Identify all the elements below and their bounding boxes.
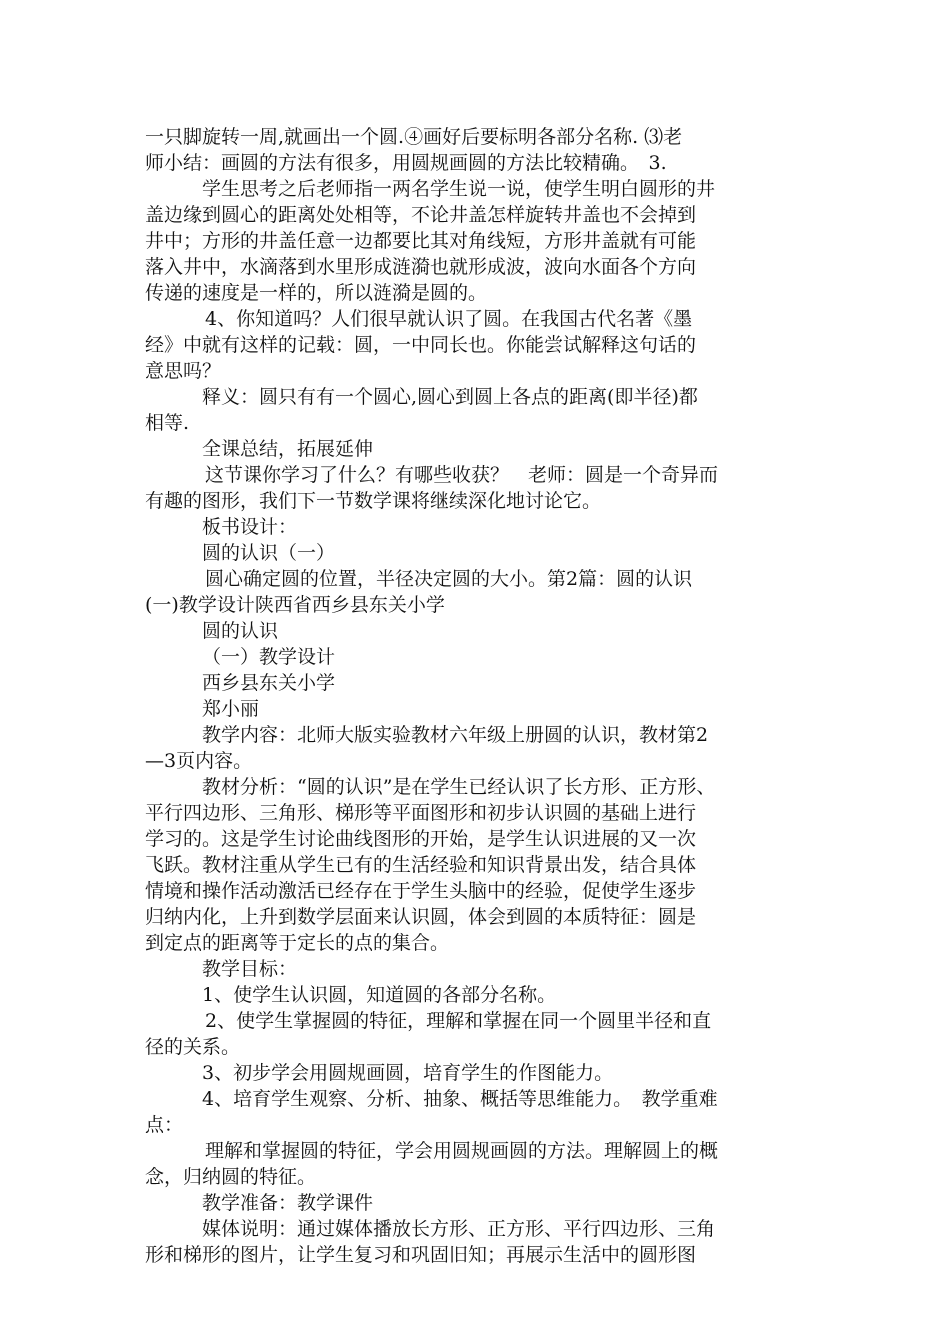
section-heading: 板书设计： [202,516,298,538]
text-line: —3页内容。 [145,750,253,772]
text-line: 径的关系。 [145,1036,241,1058]
text-line: 念，归纳圆的特征。 [145,1166,317,1188]
text-line: 学习的。这是学生讨论曲线图形的开始，是学生认识进展的又一次 [145,828,697,850]
text-line: 到定点的距离等于定长的点的集合。 [145,932,450,954]
text-line: 学生思考之后老师指一两名学生说一说，使学生明白圆形的井 [202,178,716,200]
text-line: 教学内容：北师大版实验教材六年级上册圆的认识，教材第2 [202,724,709,746]
school-name: 西乡县东关小学 [202,672,336,694]
text-line: 飞跃。教材注重从学生已有的生活经验和知识背景出发，结合具体 [145,854,697,876]
text-line: 圆的认识（一） [202,542,336,564]
text-line: 教学准备：教学课件 [202,1192,374,1214]
text-line: 圆心确定圆的位置，半径决定圆的大小。第2篇：圆的认识 [205,568,693,590]
list-item: 4、培育学生观察、分析、抽象、概括等思维能力。 教学重难 [202,1088,718,1110]
text-line: 情境和操作活动激活已经存在于学生头脑中的经验，促使学生逐步 [145,880,697,902]
text-line: 一只脚旋转一周,就画出一个圆.④画好后要标明各部分名称. ⑶老 [145,126,683,148]
section-heading: 全课总结，拓展延伸 [202,438,374,460]
text-line: 井中；方形的井盖任意一边都要比其对角线短，方形井盖就有可能 [145,230,697,252]
text-line: 意思吗？ [145,360,222,382]
text-line: 释义：圆只有有一个圆心,圆心到圆上各点的距离(即半径)都 [202,386,698,408]
text-line: 有趣的图形，我们下一节数学课将继续深化地讨论它。 [145,490,602,512]
text-line: 这节课你学习了什么？有哪些收获？ 老师：圆是一个奇异而 [205,464,719,486]
text-line: 平行四边形、三角形、梯形等平面图形和初步认识圆的基础上进行 [145,802,697,824]
text-line: 落入井中，水滴落到水里形成涟漪也就形成波，波向水面各个方向 [145,256,697,278]
text-line: 盖边缘到圆心的距离处处相等，不论井盖怎样旋转井盖也不会掉到 [145,204,697,226]
text-line: 归纳内化，上升到数学层面来认识圆，体会到圆的本质特征：圆是 [145,906,697,928]
list-item: 3、初步学会用圆规画圆，培育学生的作图能力。 [202,1062,614,1084]
list-item: 1、使学生认识圆，知道圆的各部分名称。 [202,984,557,1006]
document-body [145,124,810,1268]
text-line: 形和梯形的图片，让学生复习和巩固旧知；再展示生活中的圆形图 [145,1244,697,1266]
author-name: 郑小丽 [202,698,260,720]
text-line: 师小结：画圆的方法有很多，用圆规画圆的方法比较精确。 3. [145,152,667,174]
list-item: 2、使学生掌握圆的特征，理解和掌握在同一个圆里半径和直 [205,1010,712,1032]
text-line: 理解和掌握圆的特征，学会用圆规画圆的方法。理解圆上的概 [205,1140,719,1162]
text-line: 相等. [145,412,190,434]
text-line: 经》中就有这样的记载：圆，一中同长也。你能尝试解释这句话的 [145,334,697,356]
section-heading: 教学目标： [202,958,298,980]
text-line: 传递的速度是一样的，所以涟漪是圆的。 [145,282,488,304]
text-line: (一)教学设计陕西省西乡县东关小学 [145,594,445,616]
text-line: 点： [145,1114,184,1136]
document-subtitle: （一）教学设计 [202,646,336,668]
text-line: 教材分析：“圆的认识”是在学生已经认识了长方形、正方形、 [202,776,716,798]
text-line: 4、你知道吗？人们很早就认识了圆。在我国古代名著《墨 [205,308,693,330]
document-title: 圆的认识 [202,620,279,642]
text-line: 媒体说明：通过媒体播放长方形、正方形、平行四边形、三角 [202,1218,716,1240]
